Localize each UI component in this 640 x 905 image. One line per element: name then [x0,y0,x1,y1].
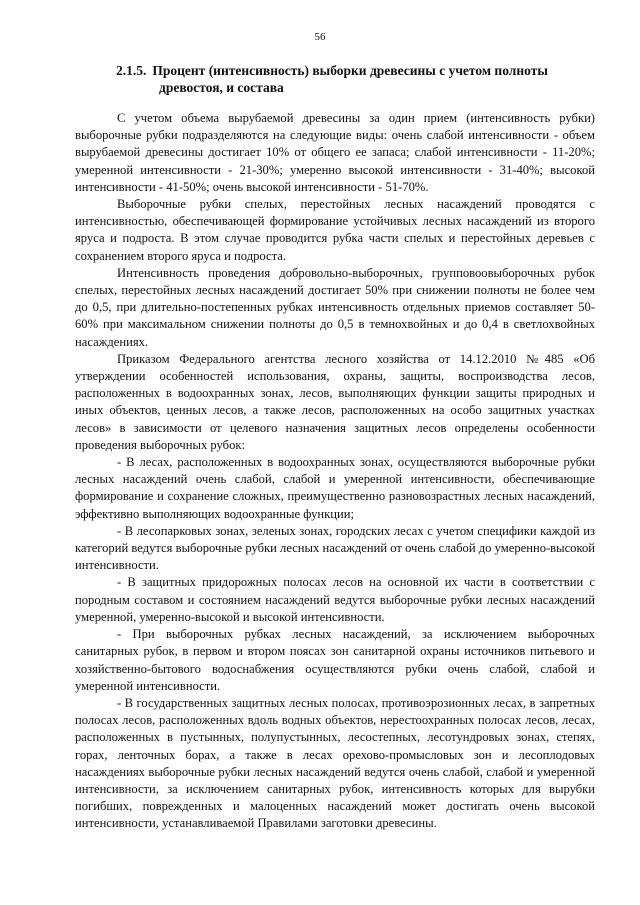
section-title-line-1: Процент (интенсивность) выборки древесины с учетом полноты [152,63,548,78]
bullet-forest-park-zones: - В лесопарковых зонах, зеленых зонах, городских лесах с учетом специфики каждой из категорий ведутся выборочные рубки лесных насаждений от очень слабой до умеренно-высокой интенсивности. [75,523,595,573]
bullet-sanitary-protection-zones: - При выборочных рубках лесных насаждений, за исключением выборочных санитарных рубок, в первом и втором поясах зон санитарной охраны источников питьевого и хозяйственно-бытового водоснабжения осуществляются рубки очень слабой, слабой и умеренной интенсивности. [75,627,595,693]
paragraph-cutting-intensity: Интенсивность проведения добровольно-выборочных, групповоовыборочных рубок спелых, перестойных лесных насаждений достигает 50% при снижении полноты не более чем до 0,5, при длительно-постепенных рубках интенсивность отдельных приемов составляет 50-60% при максимальном снижении полноты до 0,5 в темнохвойных и до 0,4 в светлохвойных насаждениях. [75,265,595,349]
body-text [75,110,595,833]
paragraph-intensity-types: С учетом объема вырубаемой древесины за один прием (интенсивность рубки) выборочные рубки подразделяются на следующие виды: очень слабой интенсивности - объем вырубаемой древесины достигает 10% от общего ее запаса; слабой интенсивности - 11-20%; умеренной интенсивности - 21-30%; умеренно высокой интенсивности - 31-40%; высокой интенсивности - 41-50%; очень высокой интенсивности - 51-70%. [75,111,595,194]
bullet-state-protective-belts: - В государственных защитных лесных полосах, противоэрозионных лесах, в запретных полосах лесов, расположенных вдоль водных объектов, нерестоохранных полосах лесов, лесах, расположенных в пустынных, полупустынных, лесостепных, лесотундровых зонах, степях, горах, ленточных борах, а также в лесах орехово-промысловых зон и лесоплодовых насаждениях выборочные рубки лесных насаждений ведутся очень слабой, слабой и умеренной интенсивности, за исключением санитарных рубок, интенсивность которых для вырубки погибших, поврежденных и малоценных насаждений может достигать очень высокой интенсивности, устанавливаемой Правилами заготовки древесины. [75,695,595,831]
section-number: 2.1.5. [116,63,147,78]
section-heading [116,62,595,96]
paragraph-mature-stands: Выборочные рубки спелых, перестойных лесных насаждений проводятся с интенсивностью, обеспечивающей формирование устойчивых лесных насаждений из второго яруса и подроста. В этом случае проводится рубка части спелых и перестойных деревьев с сохранением второго яруса и подроста. [75,197,595,263]
paragraph-order-485: Приказом Федерального агентства лесного хозяйства от 14.12.2010 №485 «Об утверждении особенностей использования, охраны, защиты, воспроизводства лесов, расположенных в водоохранных зонах, лесов, выполняющих функции защиты природных и иных объектов, ценных лесов, а также лесов, расположенных на особо защитных участках лесов» в зависимости от целевого назначения защитных лесов определены особенности проведения выборочных рубок: [75,351,595,452]
bullet-roadside-strips: - В защитных придорожных полосах лесов на основной их части в соответствии с породным составом и состоянием насаждений ведутся выборочные рубки лесных насаждений умеренной, умеренно-высокой и высокой интенсивности. [75,575,595,624]
page-number: 56 [314,31,326,43]
bullet-water-protection-zones: - В лесах, расположенных в водоохранных зонах, осуществляются выборочные рубки лесных насаждений очень слабой, слабой и умеренной интенсивности, обеспечивающие формирование и сохранение сложных, преимущественно разновозрастных лесных насаждений, эффективно выполняющих водоохранные функции; [75,455,595,521]
section-title-line-2: древостоя, и состава [159,80,284,95]
